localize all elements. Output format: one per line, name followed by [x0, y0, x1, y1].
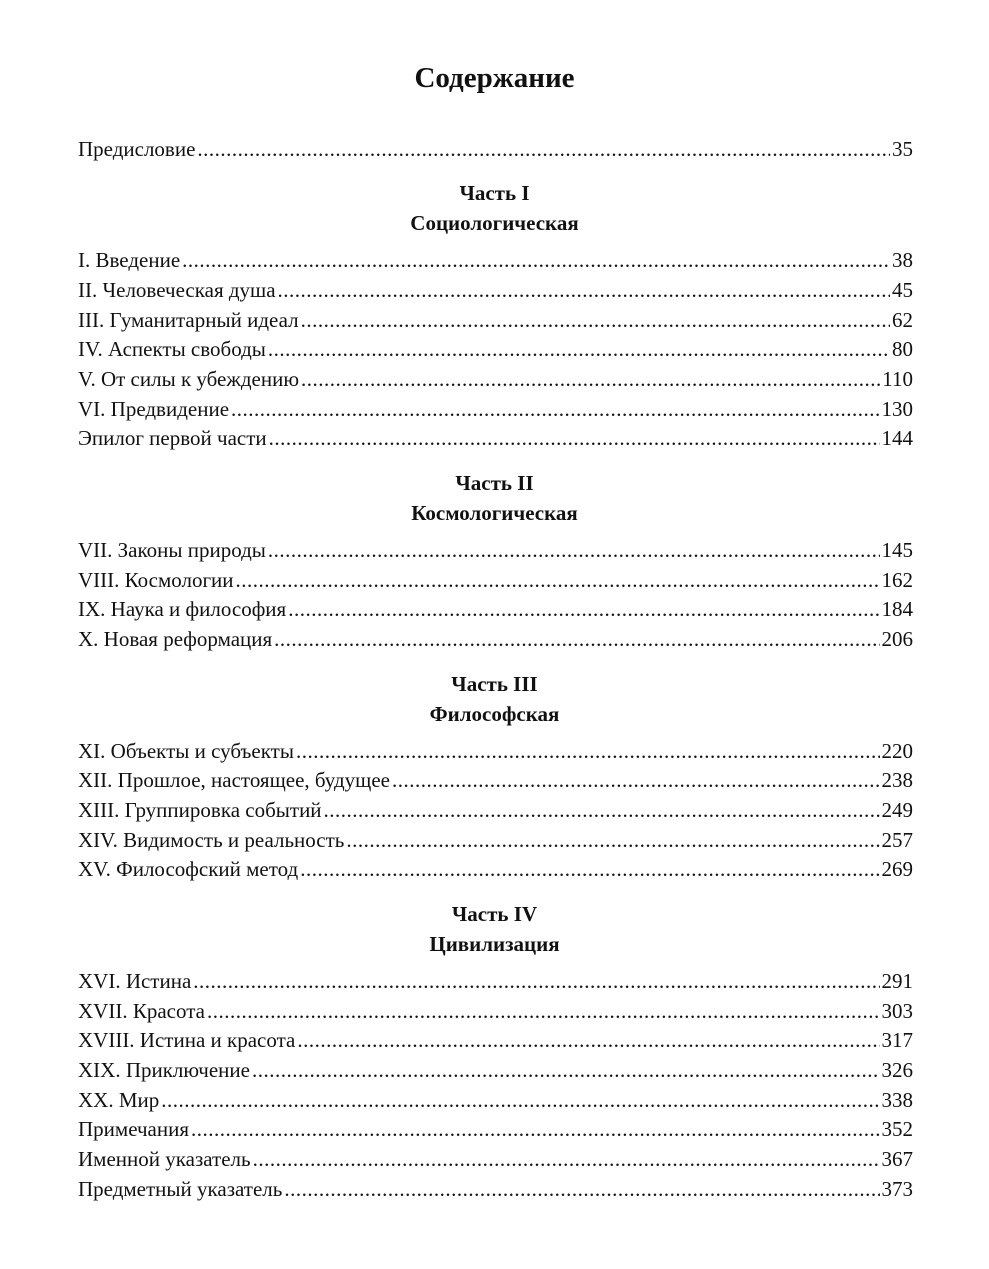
toc-entry-page: 80 [892, 337, 913, 361]
dot-leader [182, 245, 890, 275]
toc-entry[interactable] [78, 394, 913, 424]
toc-entry-label: Предметный указатель [78, 1177, 283, 1201]
toc-entry[interactable] [78, 565, 913, 595]
toc-entry[interactable] [78, 423, 913, 453]
toc-entry-label: XI. Объекты и субъекты [78, 739, 294, 763]
toc-entry[interactable] [78, 996, 913, 1026]
part-4-number: Часть IV [451, 902, 538, 926]
toc-entry-label: XX. Мир [78, 1088, 160, 1112]
dot-leader [207, 996, 880, 1026]
toc-entry-page: 35 [892, 137, 913, 161]
toc-entry[interactable] [78, 1144, 913, 1174]
dot-leader [236, 565, 880, 595]
toc-entry-page: 338 [881, 1088, 913, 1112]
toc-entry-page: 130 [881, 397, 913, 421]
dot-leader [392, 765, 880, 795]
dot-leader [284, 1174, 879, 1204]
toc-entry-page: 238 [881, 768, 913, 792]
toc-entry-label: Эпилог первой части [78, 426, 267, 450]
toc-entry-label: XVII. Красота [78, 999, 205, 1023]
toc-entry[interactable] [78, 795, 913, 825]
toc-entry-page: 38 [892, 248, 913, 272]
toc-entry-page: 367 [881, 1147, 913, 1171]
toc-entry-label: XVI. Истина [78, 969, 192, 993]
dot-leader [269, 423, 880, 453]
part-1-name: Социологическая [410, 211, 579, 235]
dot-leader [300, 854, 879, 884]
toc-entry[interactable] [78, 245, 913, 275]
part-1-number: Часть I [459, 181, 530, 205]
dot-leader [268, 535, 880, 565]
dot-leader [253, 1144, 880, 1174]
dot-leader [197, 134, 890, 164]
toc-entry-label: IV. Аспекты свободы [78, 337, 266, 361]
toc-entry-page: 220 [881, 739, 913, 763]
toc-entry-page: 326 [881, 1058, 913, 1082]
dot-leader [278, 275, 890, 305]
toc-entry-label: XV. Философский метод [78, 857, 299, 881]
toc-entry-page: 291 [881, 969, 913, 993]
toc-entry-label: XII. Прошлое, настоящее, будущее [78, 768, 390, 792]
dot-leader [191, 1114, 879, 1144]
toc-entry-page: 352 [881, 1117, 913, 1141]
dot-leader [324, 795, 880, 825]
part-2-number: Часть II [455, 471, 534, 495]
toc-entry[interactable] [78, 1114, 913, 1144]
toc-entry-label: I. Введение [78, 248, 181, 272]
toc-entry[interactable] [78, 624, 913, 654]
toc-entry-page: 162 [881, 568, 913, 592]
toc-entry-label: X. Новая реформация [78, 627, 273, 651]
toc-entry[interactable] [78, 1085, 913, 1115]
toc-entry-label: XIII. Группировка событий [78, 798, 322, 822]
dot-leader [301, 305, 890, 335]
part-4-name: Цивилизация [429, 932, 560, 956]
toc-entry-page: 110 [882, 367, 913, 391]
dot-leader [274, 624, 879, 654]
toc-entry-label: Именной указатель [78, 1147, 251, 1171]
toc-entry[interactable] [78, 364, 913, 394]
dot-leader [301, 364, 880, 394]
toc-entry[interactable] [78, 1174, 913, 1204]
toc-entry[interactable] [78, 535, 913, 565]
toc-entry[interactable] [78, 1025, 913, 1055]
page-title: Содержание [414, 62, 575, 94]
toc-entry-label: Предисловие [78, 137, 196, 161]
dot-leader [161, 1085, 879, 1115]
toc-entry-page: 45 [892, 278, 913, 302]
dot-leader [268, 334, 890, 364]
toc-entry-page: 184 [881, 597, 913, 621]
toc-entry[interactable] [78, 594, 913, 624]
toc-entry-page: 62 [892, 308, 913, 332]
toc-entry[interactable] [78, 765, 913, 795]
toc-entry[interactable] [78, 305, 913, 335]
dot-leader [231, 394, 879, 424]
toc-entry-label: XVIII. Истина и красота [78, 1028, 296, 1052]
toc-entry-page: 269 [881, 857, 913, 881]
toc-entry-label: VII. Законы природы [78, 538, 266, 562]
toc-entry-label: V. От силы к убеждению [78, 367, 300, 391]
toc-entry-label: XIV. Видимость и реальность [78, 828, 345, 852]
dot-leader [297, 1025, 879, 1055]
toc-entry[interactable] [78, 1055, 913, 1085]
part-3-number: Часть III [451, 672, 538, 696]
toc-entry-label: VIII. Космологии [78, 568, 234, 592]
toc-entry-page: 249 [881, 798, 913, 822]
toc-entry-label: III. Гуманитарный идеал [78, 308, 299, 332]
toc-entry[interactable] [78, 736, 913, 766]
toc-entry-page: 144 [881, 426, 913, 450]
dot-leader [296, 736, 880, 766]
toc-entry-page: 145 [881, 538, 913, 562]
toc-entry-page: 373 [881, 1177, 913, 1201]
toc-entry-page: 206 [881, 627, 913, 651]
dot-leader [193, 966, 879, 996]
toc-entry-page: 257 [881, 828, 913, 852]
toc-entry-label: VI. Предвидение [78, 397, 230, 421]
toc-entry-page: 303 [881, 999, 913, 1023]
toc-entry[interactable] [78, 275, 913, 305]
toc-entry[interactable] [78, 334, 913, 364]
toc-entry-label: II. Человеческая душа [78, 278, 276, 302]
dot-leader [346, 825, 879, 855]
toc-entry[interactable] [78, 854, 913, 884]
toc-entry-label: IX. Наука и философия [78, 597, 287, 621]
toc-entry-label: Примечания [78, 1117, 190, 1141]
part-3-name: Философская [429, 702, 560, 726]
toc-entry-preface[interactable] [78, 134, 913, 164]
toc-entry[interactable] [78, 966, 913, 996]
dot-leader [252, 1055, 880, 1085]
part-2-name: Космологическая [411, 501, 578, 525]
toc-entry[interactable] [78, 825, 913, 855]
toc-entry-page: 317 [881, 1028, 913, 1052]
toc-entry-label: XIX. Приключение [78, 1058, 250, 1082]
dot-leader [288, 594, 879, 624]
